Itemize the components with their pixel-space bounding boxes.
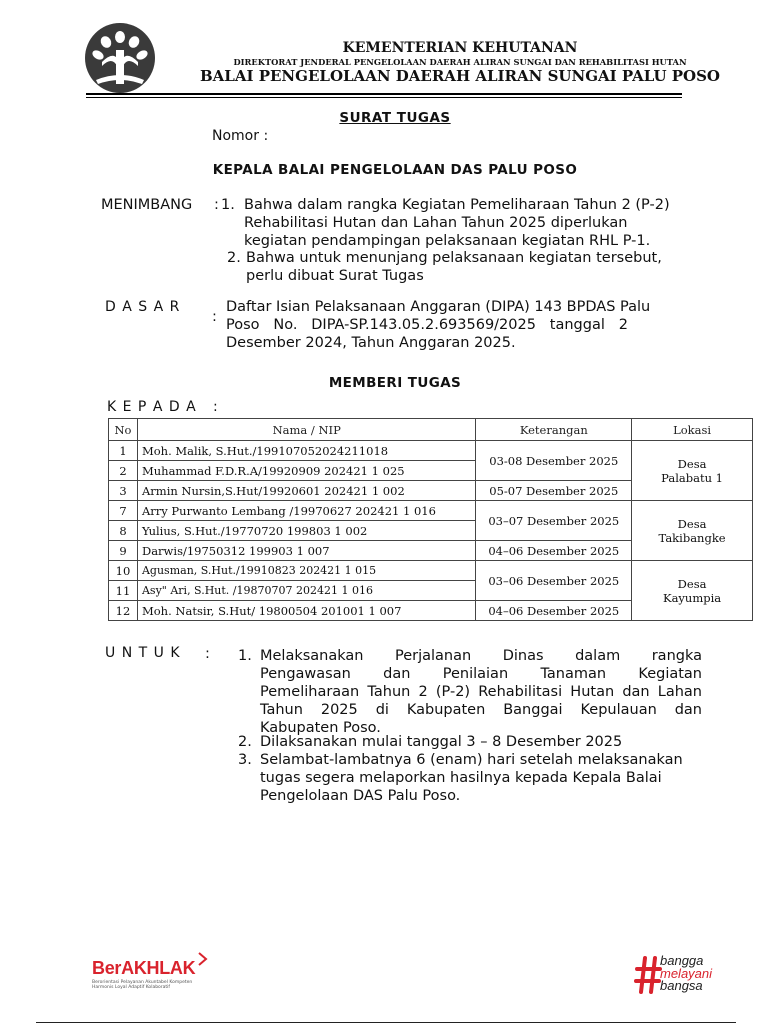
lokasi-line: Takibangke (658, 530, 726, 545)
dasar-text (226, 298, 689, 352)
row-name: Moh. Malik, S.Hut./199107052024211018 (137, 441, 475, 461)
row-no: 2 (109, 461, 138, 481)
row-no: 11 (109, 581, 138, 601)
dasar-colon: : (212, 309, 217, 325)
row-no: 10 (109, 561, 138, 581)
row-no: 9 (109, 541, 138, 561)
row-lokasi (632, 561, 753, 621)
menimbang-item-2 (246, 249, 662, 285)
hashtag-icon (634, 955, 662, 995)
melayani-text: melayani (660, 965, 713, 981)
untuk-line: Pengawasan dan Penilaian Tanaman Kegiatan (260, 666, 702, 682)
row-name: Yulius, S.Hut./19770720 199803 1 002 (137, 521, 475, 541)
table-header: Keterangan (476, 419, 632, 441)
row-lokasi (632, 441, 753, 501)
berakhlak-sub: Harmonis Loyal Adaptif Kolaboratif (92, 985, 171, 990)
dasar-label: D A S A R (105, 299, 181, 315)
table-header-row (109, 419, 753, 441)
kepada-label: K E P A D A : (107, 399, 219, 415)
menimbang-line: Rehabilitasi Hutan dan Lahan Tahun 2025 diperlukan (244, 215, 628, 231)
menimbang-colon: : (214, 197, 219, 213)
dasar-line: Daftar Isian Pelaksanaan Anggaran (DIPA) 143 BPDAS Palu (226, 299, 651, 315)
untuk-line: Dilaksanakan mulai tanggal 3 – 8 Desember 2025 (260, 734, 623, 750)
row-keterangan: 03–06 Desember 2025 (476, 561, 632, 601)
lokasi-line: Desa (677, 456, 707, 471)
berakhlak-logo (92, 958, 195, 990)
row-keterangan: 05-07 Desember 2025 (476, 481, 632, 501)
menimbang-label: MENIMBANG (101, 197, 193, 213)
untuk-line: Selambat-lambatnya 6 (enam) hari setelah melaksanakan (260, 752, 683, 768)
ministry-logo-icon (84, 22, 156, 94)
berakhlak-text: BerAKHLAK (92, 958, 196, 978)
untuk-num-1: 1. (238, 648, 252, 664)
row-no: 7 (109, 501, 138, 521)
lokasi-line: Kayumpia (662, 590, 722, 605)
bangsa-text: bangsa (660, 978, 703, 993)
untuk-colon: : (205, 646, 210, 662)
menimbang-line: kegiatan pendampingan pelaksanaan kegiatan RHL P-1. (244, 233, 651, 249)
dasar-line: Poso No. DIPA-SP.143.05.2.693569/2025 tanggal 2 (226, 317, 628, 333)
row-name: Asy" Ari, S.Hut. /19870707 202421 1 016 (137, 581, 475, 601)
table-header: No (109, 419, 138, 441)
untuk-line: tugas segera melaporkan hasilnya kepada Kepala Balai (260, 770, 662, 786)
document-number: Nomor : (212, 128, 269, 144)
untuk-item-3 (260, 751, 702, 805)
untuk-line: Pengelolaan DAS Palu Poso. (260, 788, 461, 804)
untuk-line: Pemeliharaan Tahun 2 (P-2) Rehabilitasi Hutan dan Lahan (260, 684, 702, 700)
issuer-title: KEPALA BALAI PENGELOLAAN DAS PALU POSO (212, 162, 578, 178)
ministry-name: KEMENTERIAN KEHUTANAN (342, 40, 578, 56)
lokasi-line: Desa (677, 576, 707, 591)
untuk-item-1 (260, 647, 702, 737)
row-no: 1 (109, 441, 138, 461)
directorate-name: DIREKTORAT JENDERAL PENGELOLAAN DAERAH ALIRAN SUNGAI DAN REHABILITASI HUTAN (233, 57, 687, 67)
untuk-num-2: 2. (238, 734, 252, 750)
menimbang-line: Bahwa dalam rangka Kegiatan Pemeliharaan Tahun 2 (P-2) (244, 197, 670, 213)
row-name: Agusman, S.Hut./19910823 202421 1 015 (137, 561, 475, 581)
row-name: Muhammad F.D.R.A/19920909 202421 1 025 (137, 461, 475, 481)
dasar-line: Desember 2024, Tahun Anggaran 2025. (226, 335, 516, 351)
row-keterangan: 03–07 Desember 2025 (476, 501, 632, 541)
table-header: Nama / NIP (137, 419, 475, 441)
letterhead-rule-thin (86, 97, 682, 98)
table-row (109, 441, 753, 461)
row-no: 8 (109, 521, 138, 541)
table-row (109, 501, 753, 521)
menimbang-line: perlu dibuat Surat Tugas (246, 268, 424, 284)
office-name: BALAI PENGELOLAAN DAERAH ALIRAN SUNGAI PALU POSO (199, 67, 720, 85)
row-keterangan: 04–06 Desember 2025 (476, 541, 632, 561)
menimbang-item-1 (244, 196, 670, 250)
untuk-line: Kabupaten Poso. (260, 720, 381, 736)
menimbang-num-2: 2. (227, 250, 241, 266)
table-header: Lokasi (632, 419, 753, 441)
row-name: Moh. Natsir, S.Hut/ 19800504 201001 1 007 (137, 601, 475, 621)
chevron-icon (198, 952, 208, 966)
row-no: 12 (109, 601, 138, 621)
menimbang-num-1: 1. (221, 197, 235, 213)
menimbang-line: Bahwa untuk menunjang pelaksanaan kegiatan tersebut, (246, 250, 662, 266)
assignee-table (108, 418, 753, 621)
lokasi-line: Palabatu 1 (661, 470, 723, 485)
page-bottom-rule (36, 1022, 736, 1023)
row-name: Darwis/19750312 199903 1 007 (137, 541, 475, 561)
bangga-melayani-bangsa-logo (634, 955, 734, 995)
untuk-line: Tahun 2025 di Kabupaten Banggai Kepulauan dan (260, 702, 702, 718)
document-title: SURAT TUGAS (339, 110, 451, 126)
berakhlak-sub: Berorientasi Pelayanan Akuntabel Kompeten (92, 980, 193, 985)
memberi-tugas-heading: MEMBERI TUGAS (328, 375, 462, 391)
untuk-num-3: 3. (238, 752, 252, 768)
untuk-item-2 (260, 733, 622, 751)
row-name: Arry Purwanto Lembang /19970627 202421 1 016 (137, 501, 475, 521)
bangga-text: bangga (660, 953, 704, 968)
row-no: 3 (109, 481, 138, 501)
row-keterangan: 04–06 Desember 2025 (476, 601, 632, 621)
untuk-label: U N T U K (105, 645, 181, 661)
lokasi-line: Desa (677, 516, 707, 531)
row-lokasi (632, 501, 753, 561)
letterhead-rule (86, 93, 682, 95)
row-keterangan: 03-08 Desember 2025 (476, 441, 632, 481)
row-name: Armin Nursin,S.Hut/19920601 202421 1 002 (137, 481, 475, 501)
untuk-line: Melaksanakan Perjalanan Dinas dalam rangka (260, 648, 702, 664)
table-row (109, 561, 753, 581)
